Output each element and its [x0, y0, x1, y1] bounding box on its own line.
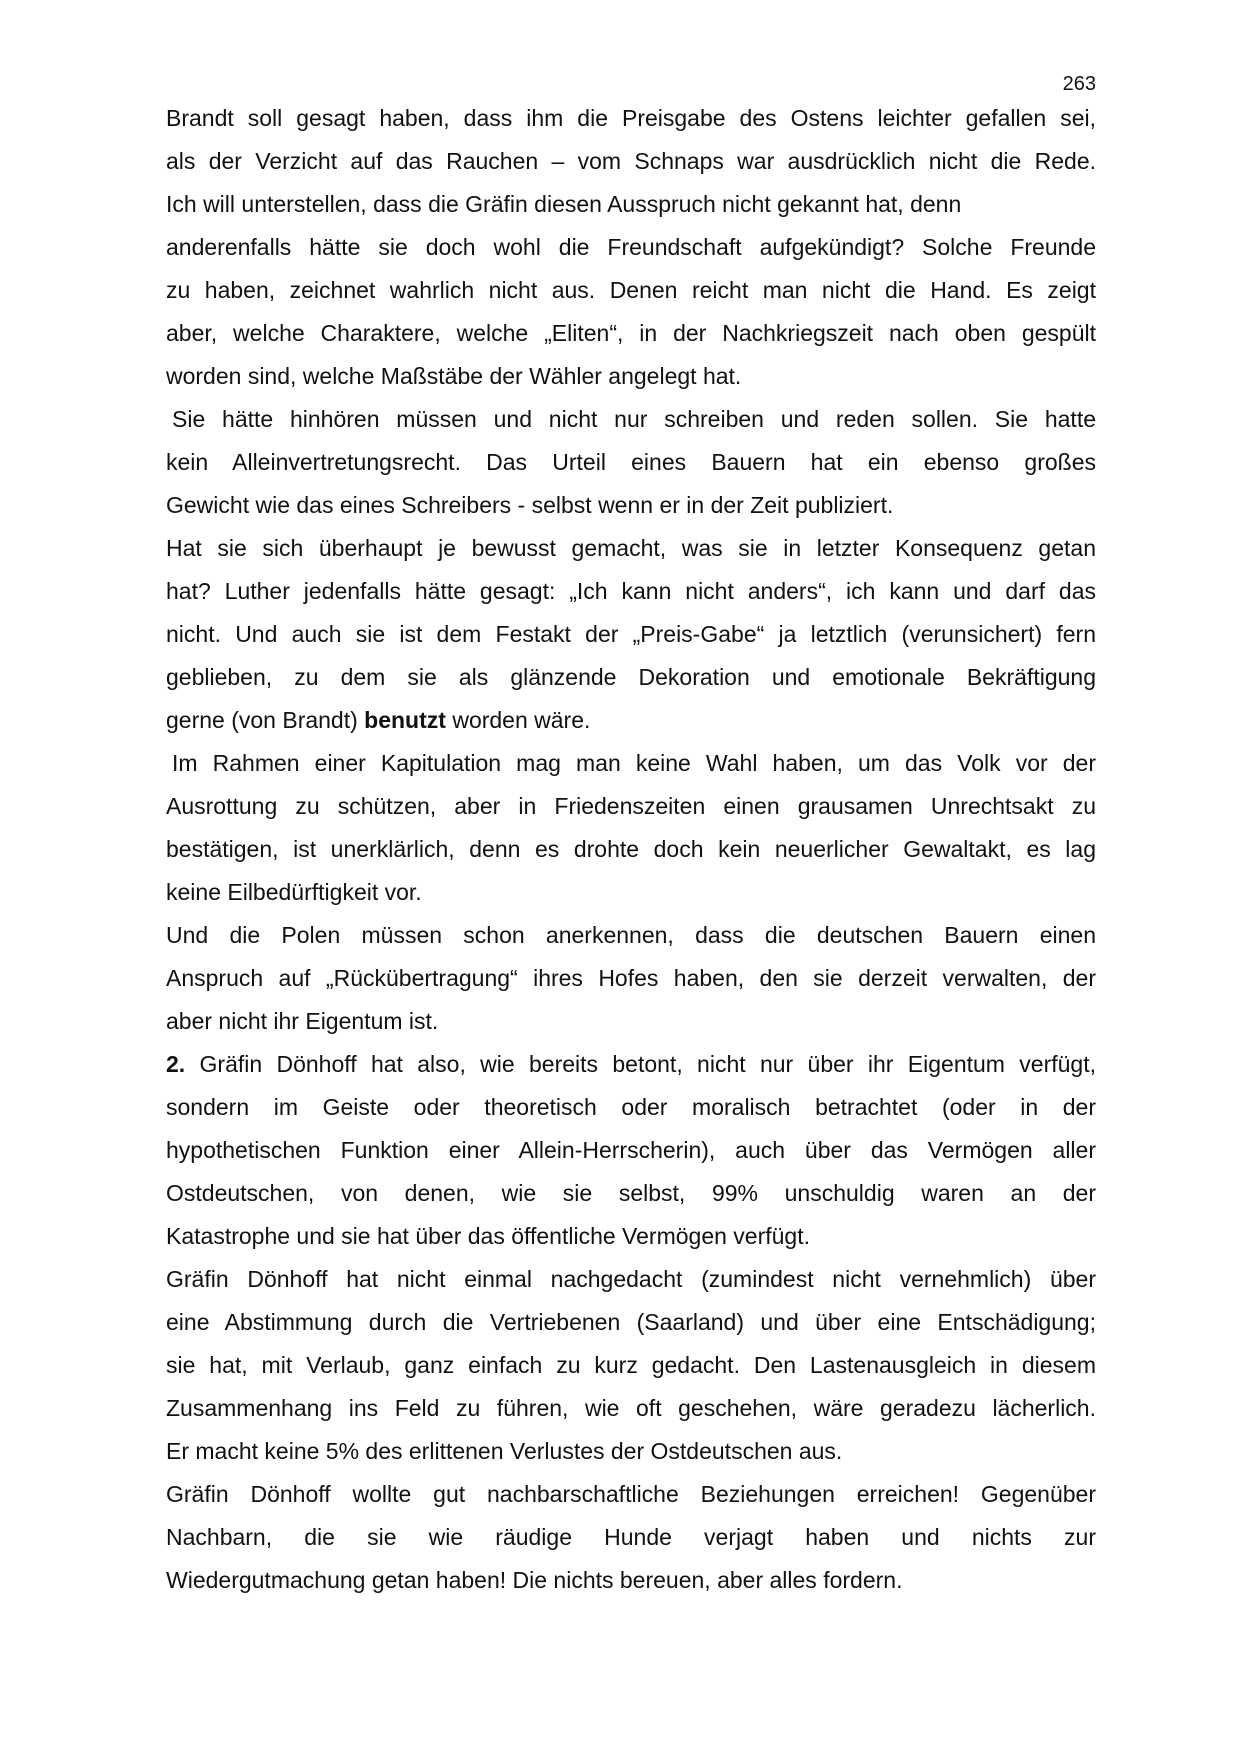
paragraph-line: geblieben, zu dem sie als glänzende Dekoration und emotionale Bekräftigung	[166, 664, 1096, 690]
paragraph-line: Er macht keine 5% des erlittenen Verlustes der Ostdeutschen aus.	[166, 1438, 843, 1464]
paragraph-line: Ich will unterstellen, dass die Gräfin diesen Ausspruch nicht gekannt hat, denn	[166, 191, 962, 217]
paragraph-line: worden sind, welche Maßstäbe der Wähler angelegt hat.	[166, 363, 742, 389]
line-text: worden wäre.	[445, 707, 591, 733]
paragraph-line: Nachbarn, die sie wie räudige Hunde verjagt haben und nichts zur	[166, 1524, 1096, 1550]
paragraph-line	[166, 1043, 1096, 1086]
paragraph-line: bestätigen, ist unerklärlich, denn es drohte doch kein neuerlicher Gewaltakt, es lag	[166, 836, 1096, 862]
paragraph-line: hat? Luther jedenfalls hätte gesagt: „Ich kann nicht anders“, ich kann und darf das	[166, 578, 1096, 604]
paragraph-line: Gräfin Dönhoff hat nicht einmal nachgedacht (zumindest nicht vernehmlich) über	[166, 1266, 1096, 1292]
paragraph-line: Wiedergutmachung getan haben! Die nichts bereuen, aber alles fordern.	[166, 1567, 903, 1593]
paragraph-line: Hat sie sich überhaupt je bewusst gemacht, was sie in letzter Konsequenz getan	[166, 535, 1096, 561]
paragraph-line: zu haben, zeichnet wahrlich nicht aus. Denen reicht man nicht die Hand. Es zeigt	[166, 277, 1096, 303]
paragraph-line: eine Abstimmung durch die Vertriebenen (Saarland) und über eine Entschädigung;	[166, 1309, 1096, 1335]
paragraph-line: als der Verzicht auf das Rauchen – vom Schnaps war ausdrücklich nicht die Rede.	[166, 148, 1096, 174]
paragraph-line: sie hat, mit Verlaub, ganz einfach zu kurz gedacht. Den Lastenausgleich in diesem	[166, 1352, 1096, 1378]
paragraph-line: hypothetischen Funktion einer Allein-Herrscherin), auch über das Vermögen aller	[166, 1137, 1096, 1163]
paragraph-line: aber nicht ihr Eigentum ist.	[166, 1008, 439, 1034]
document-body	[166, 97, 1096, 1602]
paragraph-line: Gewicht wie das eines Schreibers - selbst wenn er in der Zeit publiziert.	[166, 492, 894, 518]
paragraph-line: Im Rahmen einer Kapitulation mag man keine Wahl haben, um das Volk vor der	[172, 750, 1096, 776]
paragraph-line: anderenfalls hätte sie doch wohl die Freundschaft aufgekündigt? Solche Freunde	[166, 234, 1096, 260]
paragraph-line: Zusammenhang ins Feld zu führen, wie oft geschehen, wäre geradezu lächerlich.	[166, 1395, 1096, 1421]
paragraph-line: Katastrophe und sie hat über das öffentliche Vermögen verfügt.	[166, 1223, 810, 1249]
paragraph-line: Gräfin Dönhoff wollte gut nachbarschaftliche Beziehungen erreichen! Gegenüber	[166, 1481, 1096, 1507]
line-text: gerne (von Brandt)	[166, 707, 365, 733]
paragraph-line: Brandt soll gesagt haben, dass ihm die Preisgabe des Ostens leichter gefallen sei,	[166, 105, 1096, 131]
paragraph-line: Ausrottung zu schützen, aber in Friedenszeiten einen grausamen Unrechtsakt zu	[166, 793, 1096, 819]
paragraph-line: nicht. Und auch sie ist dem Festakt der „Preis-Gabe“ ja letztlich (verunsichert) fern	[166, 621, 1096, 647]
paragraph-line: Sie hätte hinhören müssen und nicht nur schreiben und reden sollen. Sie hatte	[172, 406, 1096, 432]
emphasized-word: benutzt	[364, 707, 446, 733]
paragraph-line: sondern im Geiste oder theoretisch oder moralisch betrachtet (oder in der	[166, 1094, 1096, 1120]
paragraph-line	[166, 699, 1096, 742]
section-number: 2.	[166, 1051, 186, 1077]
paragraph-line: Ostdeutschen, von denen, wie sie selbst, 99% unschuldig waren an der	[166, 1180, 1096, 1206]
line-text: Gräfin Dönhoff hat also, wie bereits betont, nicht nur über ihr Eigentum verfügt,	[185, 1051, 1096, 1077]
paragraph-line: aber, welche Charaktere, welche „Eliten“, in der Nachkriegszeit nach oben gespült	[166, 320, 1096, 346]
paragraph-line: keine Eilbedürftigkeit vor.	[166, 879, 422, 905]
page-number: 263	[1062, 73, 1096, 95]
paragraph-line: Und die Polen müssen schon anerkennen, dass die deutschen Bauern einen	[166, 922, 1096, 948]
paragraph-line: kein Alleinvertretungsrecht. Das Urteil eines Bauern hat ein ebenso großes	[166, 449, 1096, 475]
paragraph-line: Anspruch auf „Rückübertragung“ ihres Hofes haben, den sie derzeit verwalten, der	[166, 965, 1096, 991]
